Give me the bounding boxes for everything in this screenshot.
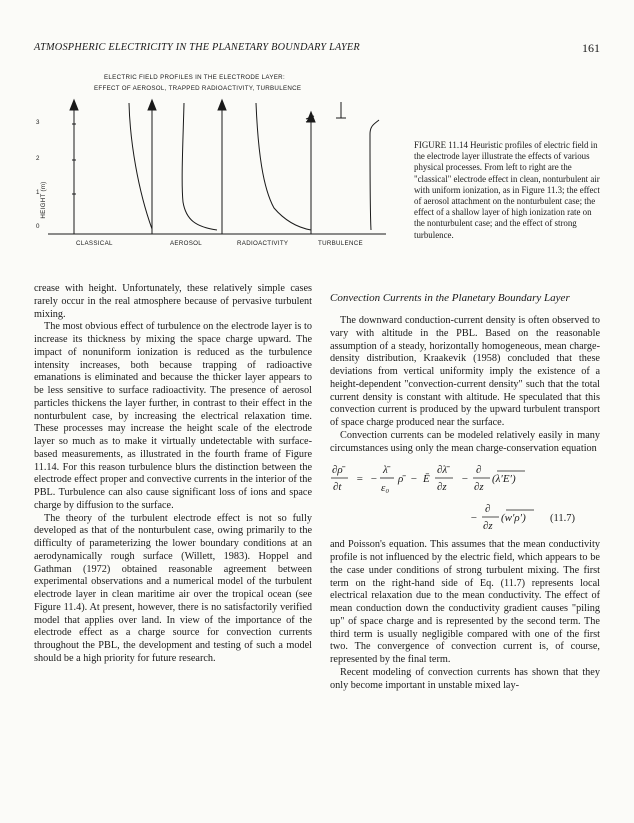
- left-column: [34, 283, 312, 666]
- y-tick-0: 0: [36, 223, 40, 230]
- section-heading: Convection Currents in the Planetary Boundary Layer: [330, 292, 570, 304]
- left-paragraph-2: The most obvious effect of turbulence on the electrode layer is to increase its thickness by mixing the space charge upward. The impact of nonuniform ionization is reduced as the turbulence intensity increases, both because trapping of radioactive emanations is eliminated and because the thicker layer appears to be less sensitive to surface radioactivity. The presence of aerosol particles thickens the layer further, in contrast to their effect in the nonturbulent case, by increasing the electrical relaxation time. These processes may increase the height scale of the electrode layer so much as to make it virtually undetectable with surface-based measurements, as illustrated in the fourth frame of Figure 11.14. For this reason turbulence blurs the distinction between the electrode effect proper and convective currents in the interior of the PBL. Turbulence can also cause significant loss of ions and space charge by diffusion to the surface.: [34, 321, 312, 511]
- right-paragraph-3: and Poisson's equation. This assumes that the mean conductivity profile is not influenced by the electric field, which appears to be the case under conditions of strong turbulent mixing. The first term on the right-hand side of Eq. (11.7) represents local electrical relaxation due to the mean conductivity. The effect of mean conduction down the conductivity gradient causes "piling up" of space charge and is represented by the second term. The third term is usually negligible compared with one of the first two. The convergence of convection current is, of course, represented by the final term.: [330, 539, 600, 665]
- right-paragraph-1: The downward conduction-current density is often observed to vary with altitude in the PBL. Based on the reasonable assumption of a steady, horizontally homogeneous, mean charge-density distribution, Kraakevik (1958) concluded that these deviations from vertical uniformity imply the existence of a height-dependent "convection-current density" such that the total current density is constant with altitude. He speculated that this convection current is produced by the upward turbulent transport of space charge produced near the surface.: [330, 315, 600, 428]
- svg-text:∂z: ∂z: [437, 481, 447, 494]
- svg-text:=: =: [356, 473, 364, 486]
- page-number: 161: [582, 41, 600, 55]
- svg-text:ε₀: ε₀: [381, 482, 390, 495]
- figure-title-line1: ELECTRIC FIELD PROFILES IN THE ELECTRODE LAYER:: [104, 74, 285, 81]
- right-column: [330, 292, 600, 692]
- running-title: ATMOSPHERIC ELECTRICITY IN THE PLANETARY BOUNDARY LAYER: [34, 42, 360, 53]
- panel-label-radioactivity: RADIOACTIVITY: [237, 240, 289, 247]
- svg-text:∂: ∂: [476, 464, 482, 477]
- svg-text:λ̄: λ̄: [383, 464, 388, 477]
- y-tick-1: 1: [36, 189, 40, 196]
- left-paragraph-1: crease with height. Unfortunately, these relatively simple cases rarely occur in the real atmosphere because of pervasive turbulent mixing.: [34, 283, 312, 320]
- running-header: [34, 42, 600, 58]
- panel-classical: [70, 100, 152, 234]
- svg-text:∂z: ∂z: [474, 481, 484, 494]
- profile-radioactivity: [256, 103, 311, 230]
- panel-label-turbulence: TURBULENCE: [318, 240, 363, 247]
- profile-classical: [129, 103, 152, 229]
- svg-text:ρ̄: ρ̄: [398, 473, 404, 486]
- panel-turbulence: [306, 102, 379, 234]
- equation-11-7: [330, 459, 600, 533]
- figure-title-line2: EFFECT OF AEROSOL, TRAPPED RADIOACTIVITY, TURBULENCE: [94, 85, 302, 92]
- figure-caption: FIGURE 11.14 Heuristic profiles of electric field in the electrode layer illustrate the effects of various physical processes. From left to right are the "classical" electrode effect in clean, nonturbulent air with uniform ionization, as in Figure 11.3; the effect of aerosol attachment on the nonturbulent case; the effect of a shallow layer of high ionization rate on the nonturbulent case; and the effect of strong turbulence.: [414, 140, 600, 240]
- right-paragraph-4: Recent modeling of convection currents has shown that they only become important in unstable mixed lay-: [330, 666, 600, 691]
- svg-text:(w′ρ′): (w′ρ′): [501, 512, 526, 525]
- panel-aerosol: [148, 100, 217, 234]
- panel-label-classical: CLASSICAL: [76, 240, 113, 247]
- svg-text:∂z: ∂z: [483, 520, 493, 533]
- panel-radioactivity: [218, 100, 311, 234]
- y-tick-3: 3: [36, 119, 40, 126]
- svg-text:−: −: [410, 473, 418, 486]
- right-paragraph-2: Convection currents can be modeled relatively easily in many circumstances using only the mean charge-conservation equation: [330, 429, 600, 454]
- left-paragraph-3: The theory of the turbulent electrode effect is not so fully developed as that of the nonturbulent case, owing primarily to the difficulty of parameterizing the lower boundary conditions at an aerodynamically rough surface (Willett, 1983). Hoppel and Gathman (1972) obtained reasonable agreement between experimental observations and a numerical model of the turbulent electrode layer in clean maritime air over the tropical ocean (see Figure 11.4). At present, however, there is no satisfactorily verified model that applies over land. In view of the importance of the electrode effect as a charge source for convection currents throughout the PBL, the development and testing of such a model should be a high priority for future research.: [34, 512, 312, 664]
- svg-text:∂ρ̄: ∂ρ̄: [332, 464, 343, 477]
- panel-label-aerosol: AEROSOL: [170, 240, 203, 247]
- y-tick-2: 2: [36, 155, 40, 162]
- svg-text:−: −: [461, 473, 469, 486]
- svg-text:−: −: [470, 512, 478, 525]
- svg-text:∂λ̄: ∂λ̄: [437, 464, 448, 477]
- equation-number: (11.7): [550, 513, 575, 525]
- svg-text:−: −: [370, 473, 378, 486]
- charge-conservation-equation: [330, 459, 600, 533]
- figure-11-14: [34, 72, 394, 262]
- svg-text:Ē: Ē: [423, 473, 430, 486]
- y-axis-label: HEIGHT (m): [40, 181, 47, 219]
- svg-text:∂t: ∂t: [333, 481, 342, 494]
- svg-text:∂: ∂: [485, 503, 491, 516]
- profile-aerosol: [182, 103, 217, 230]
- svg-text:(λ′E′): (λ′E′): [492, 473, 516, 486]
- profile-turbulence: [370, 120, 379, 230]
- field-profile-plot: [34, 72, 394, 262]
